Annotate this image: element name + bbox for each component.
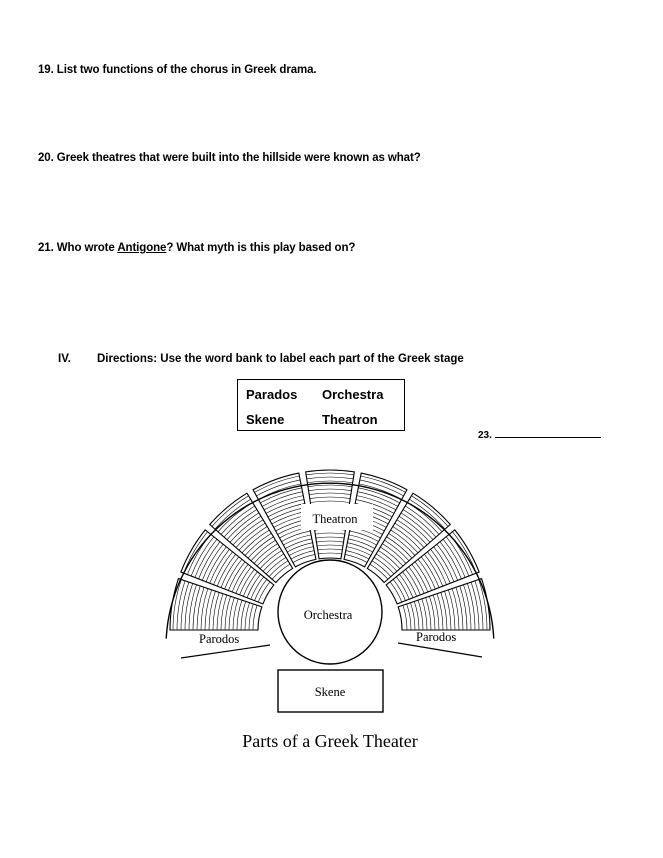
seat-row (247, 574, 261, 597)
seat-row (217, 594, 223, 630)
seat-row (399, 574, 413, 597)
seat-row (251, 577, 264, 599)
seat-row (243, 572, 257, 597)
parodos-right-line (398, 643, 482, 657)
seat-row (307, 477, 354, 479)
parodos-left-label: Parodos (199, 632, 240, 646)
seat-row (309, 493, 351, 495)
section-directions: Directions: Use the word bank to label each part of the Greek stage (97, 353, 464, 365)
seat-row (389, 533, 415, 555)
seat-row (429, 596, 435, 630)
seat-row (239, 527, 267, 551)
seat-row (253, 605, 257, 630)
seat-row (309, 489, 352, 491)
seat-row (293, 554, 315, 562)
seat-row (315, 533, 345, 534)
seat-row (212, 496, 249, 527)
seat-row (318, 553, 341, 554)
seat-row (255, 579, 267, 600)
seat-row (403, 572, 417, 597)
seat-row (407, 604, 411, 630)
seat-row (249, 604, 253, 630)
word-bank-item: Skene (246, 412, 285, 427)
question-21-prefix: 21. Who wrote (38, 242, 118, 254)
diagram-caption: Parts of a Greek Theater (242, 731, 418, 751)
seat-row (433, 595, 439, 630)
seat-row (187, 534, 210, 574)
seat-row (393, 527, 421, 551)
seat-row (248, 537, 273, 558)
seat-row (318, 549, 343, 550)
seat-row (345, 554, 367, 562)
seat-row (206, 547, 226, 582)
answer-blank-label: 23. (478, 430, 492, 441)
play-title: Antigone (117, 242, 167, 254)
seat-row (242, 530, 269, 553)
seat-row (449, 534, 472, 574)
seat-row (387, 537, 412, 558)
seat-row (437, 594, 443, 630)
seat-row (224, 509, 257, 537)
seat-row (391, 530, 418, 553)
seat-row (258, 582, 270, 602)
seat-row (403, 509, 436, 537)
word-bank-item: Parados (246, 387, 298, 402)
parodos-right-label: Parodos (416, 630, 457, 644)
seat-row (225, 596, 231, 630)
seat-row (434, 547, 454, 582)
seat-row (310, 497, 350, 499)
seat-row (390, 582, 402, 602)
seat-row (310, 501, 349, 503)
seat-row (245, 533, 271, 555)
question-19: 19. List two functions of the chorus in Greek drama. (38, 64, 317, 76)
word-bank-item: Orchestra (322, 387, 384, 402)
seat-row (308, 485, 352, 487)
seat-row (270, 507, 306, 520)
section-numeral: IV. (58, 353, 72, 365)
seat-row (427, 552, 446, 585)
seat-row (316, 541, 343, 542)
seat-row (426, 598, 431, 630)
seat-row (431, 549, 451, 583)
seat-row (210, 549, 230, 583)
seat-row (317, 545, 343, 546)
seat-row (229, 598, 234, 630)
seat-row (213, 552, 232, 585)
orchestra-label: Orchestra (303, 608, 353, 622)
question-21-suffix: ? What myth is this play based on? (166, 242, 356, 254)
skene-label: Skene (314, 685, 346, 699)
seat-row (306, 473, 354, 475)
seat-row (396, 577, 409, 599)
seat-row (407, 503, 442, 532)
seat-row (403, 605, 407, 630)
theatron-label: Theatron (312, 512, 358, 526)
parodos-left-line (181, 645, 270, 658)
seat-row (393, 579, 405, 600)
question-20: 20. Greek theatres that were built into the hillside were known as what? (38, 152, 421, 164)
seat-row (316, 537, 344, 538)
seat-row (221, 595, 227, 630)
word-bank-item: Theatron (322, 412, 378, 427)
seat-row (411, 496, 448, 527)
seat-row (218, 503, 253, 532)
